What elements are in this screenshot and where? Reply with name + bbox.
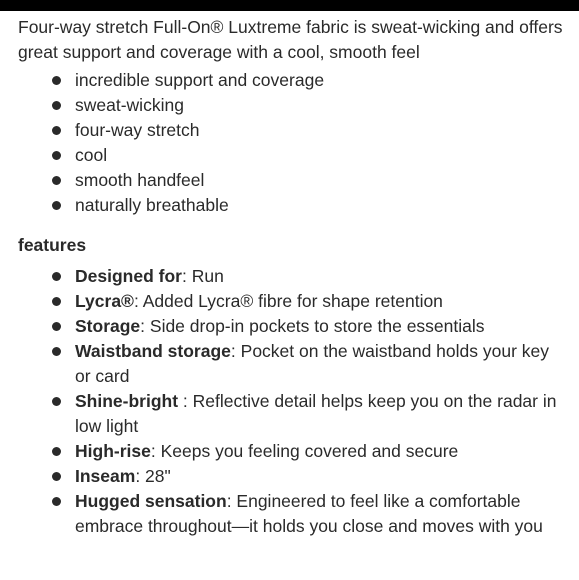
feature-separator: : <box>230 341 241 361</box>
bullet-icon <box>52 447 61 456</box>
feature-separator: : <box>150 441 161 461</box>
intro-paragraph: Four-way stretch Full-On® Luxtreme fabric is sweat-wicking and offers great support and coverage with a cool, smooth feel <box>18 17 563 62</box>
feature-description: Pocket on the waistband holds your key or card <box>75 341 550 386</box>
benefit-item <box>18 143 568 168</box>
benefit-text: naturally breathable <box>75 195 229 215</box>
bullet-icon <box>52 272 61 281</box>
feature-separator: : <box>181 266 192 286</box>
feature-item <box>18 339 568 389</box>
feature-item <box>18 314 568 339</box>
benefit-item <box>18 168 568 193</box>
feature-term: Inseam <box>75 466 136 486</box>
benefit-text: cool <box>75 145 108 165</box>
bullet-icon <box>52 176 61 185</box>
feature-item <box>18 264 568 289</box>
feature-item <box>18 389 568 439</box>
benefit-item <box>18 93 568 118</box>
feature-separator: : <box>140 316 150 336</box>
feature-item <box>18 289 568 314</box>
bullet-icon <box>52 397 61 406</box>
benefit-item <box>18 68 568 93</box>
features-list <box>18 264 568 539</box>
feature-separator: : <box>226 491 237 511</box>
feature-term: Lycra® <box>75 291 134 311</box>
feature-term: Hugged sensation <box>75 491 227 511</box>
bullet-icon <box>52 76 61 85</box>
feature-description: Keeps you feeling covered and secure <box>160 441 459 461</box>
top-edge-bar <box>0 0 579 11</box>
benefit-text: smooth handfeel <box>75 170 205 190</box>
feature-separator: : <box>133 291 143 311</box>
bullet-icon <box>52 297 61 306</box>
feature-separator: : <box>178 391 193 411</box>
feature-description: Reflective detail helps keep you on the radar in low light <box>75 391 557 436</box>
feature-description: 28" <box>145 466 171 486</box>
feature-term: Storage <box>75 316 141 336</box>
bullet-icon <box>52 101 61 110</box>
feature-term: Shine-bright <box>75 391 179 411</box>
bullet-icon <box>52 322 61 331</box>
bullet-icon <box>52 472 61 481</box>
benefit-text: four-way stretch <box>75 120 200 140</box>
feature-term: High-rise <box>75 441 151 461</box>
bullet-icon <box>52 347 61 356</box>
bullet-icon <box>52 126 61 135</box>
benefit-item <box>18 193 568 218</box>
bullet-icon <box>52 201 61 210</box>
feature-description: Added Lycra® fibre for shape retention <box>142 291 443 311</box>
product-description <box>18 15 568 539</box>
feature-term: Waistband storage <box>75 341 231 361</box>
benefit-text: incredible support and coverage <box>75 70 325 90</box>
feature-term: Designed for <box>75 266 182 286</box>
bullet-icon <box>52 497 61 506</box>
features-heading: features <box>18 235 87 255</box>
feature-description: Side drop-in pockets to store the essentials <box>149 316 485 336</box>
feature-item <box>18 489 568 539</box>
feature-separator: : <box>135 466 146 486</box>
feature-description: Run <box>191 266 224 286</box>
benefits-list <box>18 68 568 218</box>
feature-description: Engineered to feel like a comfortable embrace throughout—it holds you close and moves with you <box>75 491 543 536</box>
bullet-icon <box>52 151 61 160</box>
benefit-text: sweat-wicking <box>75 95 184 115</box>
feature-item <box>18 439 568 464</box>
feature-item <box>18 464 568 489</box>
benefit-item <box>18 118 568 143</box>
